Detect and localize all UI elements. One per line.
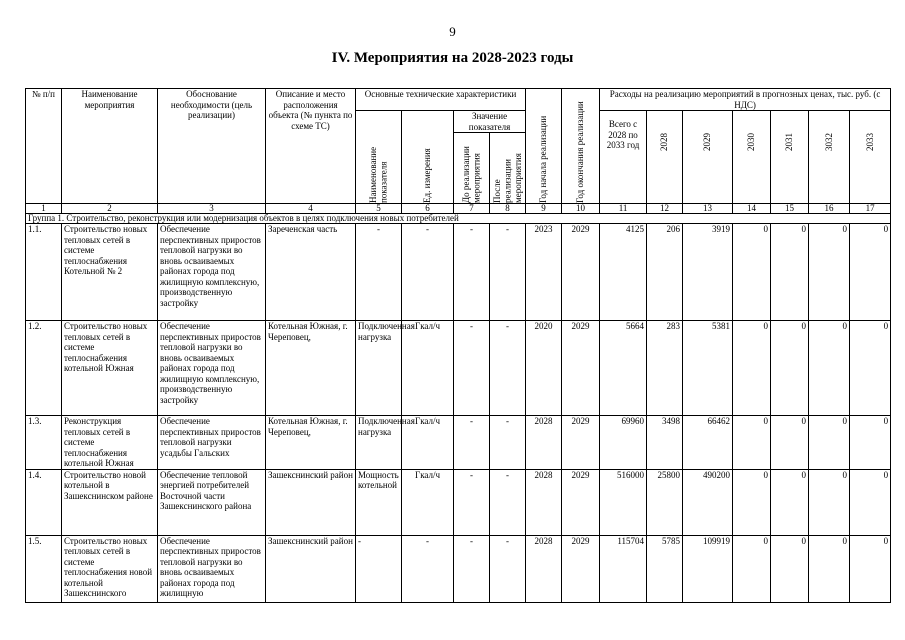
cell-after: - [490,535,526,602]
cell-num: 1.3. [26,416,62,470]
col-number: 11 [600,204,647,214]
cell-num: 1.4. [26,469,62,535]
header-end-year: Год окончания реализации [575,101,586,203]
cell-num: 1.2. [26,321,62,416]
cell-3032: 0 [809,416,850,470]
cell-total: 4125 [600,224,647,321]
cell-2028: 283 [647,321,683,416]
cell-2029: 109919 [683,535,733,602]
cell-indicator: Подключенная нагрузка [356,416,402,470]
table-row [26,224,891,321]
cell-name: Строительство новых тепловых сетей в системе теплоснабжения Котельной № 2 [62,224,158,321]
col-number: 4 [266,204,356,214]
cell-2028: 206 [647,224,683,321]
cell-2029: 490200 [683,469,733,535]
col-number: 6 [402,204,454,214]
cell-after: - [490,416,526,470]
measures-table [25,88,891,603]
cell-3032: 0 [809,224,850,321]
header-start-year: Год начала реализации [538,115,549,203]
cell-2031: 0 [771,416,809,470]
col-number: 16 [809,204,850,214]
cell-total: 115704 [600,535,647,602]
header-after: После реализации мероприятия [492,153,523,203]
table-row [26,535,891,602]
cell-start: 2023 [526,224,562,321]
cell-indicator: - [356,224,402,321]
cell-after: - [490,224,526,321]
cell-num: 1.1. [26,224,62,321]
cell-end: 2029 [562,535,600,602]
cell-2029: 3919 [683,224,733,321]
cell-2028: 3498 [647,416,683,470]
header-justification: Обоснование необходимости (цель реализации) [158,89,266,204]
cell-2028: 25800 [647,469,683,535]
header-total: Всего с 2028 по 2033 год [600,111,647,204]
cell-end: 2029 [562,416,600,470]
table-row [26,469,891,535]
col-number: 7 [454,204,490,214]
cell-end: 2029 [562,469,600,535]
col-number: 2 [62,204,158,214]
header-2030: 2030 [746,133,757,151]
cell-after: - [490,469,526,535]
header-unit: Ед. измерения [422,148,433,203]
header-2033: 2033 [864,133,875,151]
cell-justification: Обеспечение тепловой энергией потребителей Восточной части Зашекснинского района [158,469,266,535]
header-indicator: Наименование показателя [368,146,389,203]
cell-name: Реконструкция тепловых сетей в системе теплоснабжения котельной Южная [62,416,158,470]
cell-indicator: - [356,535,402,602]
col-number: 9 [526,204,562,214]
header-before: До реализации мероприятия [461,146,482,203]
cell-after: - [490,321,526,416]
cell-name: Строительство новых тепловых сетей в системе теплоснабжения котельной Южная [62,321,158,416]
col-number: 13 [683,204,733,214]
group-row [26,214,891,224]
cell-2033: 0 [850,321,891,416]
cell-before: - [454,224,490,321]
table-row [26,321,891,416]
cell-before: - [454,416,490,470]
cell-num: 1.5. [26,535,62,602]
cell-justification: Обеспечение перспективных приростов тепловой нагрузки во вновь осваиваемых районах города под жилищную комплексную, производственную застройку [158,224,266,321]
col-number: 15 [771,204,809,214]
table-row [26,416,891,470]
cell-unit: - [402,535,454,602]
cell-2030: 0 [733,224,771,321]
cell-justification: Обеспечение перспективных приростов тепловой нагрузки во вновь осваиваемых районах города под жилищную комплексную, производственную застройку [158,321,266,416]
col-number: 3 [158,204,266,214]
cell-2031: 0 [771,535,809,602]
cell-2030: 0 [733,535,771,602]
cell-total: 5664 [600,321,647,416]
cell-2030: 0 [733,416,771,470]
cell-start: 2028 [526,535,562,602]
cell-start: 2020 [526,321,562,416]
page-number: 9 [449,24,456,39]
cell-2033: 0 [850,224,891,321]
cell-name: Строительство новых тепловых сетей в системе теплоснабжения новой котельной Зашекснинского [62,535,158,602]
col-number: 12 [647,204,683,214]
cell-description: Зареченская часть [266,224,356,321]
cell-2033: 0 [850,469,891,535]
cell-start: 2028 [526,469,562,535]
header-costs: Расходы на реализацию мероприятий в прогнозных ценах, тыс. руб. (с НДС) [600,89,891,111]
cell-unit: Гкал/ч [402,469,454,535]
col-number: 8 [490,204,526,214]
header-value: Значение показателя [454,111,526,133]
cell-2033: 0 [850,535,891,602]
cell-3032: 0 [809,469,850,535]
cell-indicator: Мощность котельной [356,469,402,535]
header-2028: 2028 [659,133,670,151]
header-name: Наименование мероприятия [62,89,158,204]
column-number-row [26,204,891,214]
cell-end: 2029 [562,224,600,321]
cell-2029: 5381 [683,321,733,416]
cell-unit: Гкал/ч [402,321,454,416]
header-3032: 3032 [823,133,834,151]
cell-before: - [454,469,490,535]
cell-unit: Гкал/ч [402,416,454,470]
cell-2030: 0 [733,469,771,535]
header-2029: 2029 [702,133,713,151]
cell-3032: 0 [809,321,850,416]
col-number: 10 [562,204,600,214]
cell-end: 2029 [562,321,600,416]
col-number: 5 [356,204,402,214]
cell-2030: 0 [733,321,771,416]
cell-description: Котельная Южная, г. Череповец, [266,416,356,470]
cell-unit: - [402,224,454,321]
cell-indicator: Подключенная нагрузка [356,321,402,416]
header-row-1 [26,89,891,111]
cell-total: 516000 [600,469,647,535]
cell-before: - [454,321,490,416]
header-2031: 2031 [784,133,795,151]
cell-2031: 0 [771,224,809,321]
col-number: 14 [733,204,771,214]
cell-start: 2028 [526,416,562,470]
cell-description: Зашекснинский район [266,469,356,535]
page-title: IV. Мероприятия на 2028-2023 годы [331,50,574,66]
cell-justification: Обеспечение перспективных приростов тепловой нагрузки усадьбы Гальских [158,416,266,470]
cell-2033: 0 [850,416,891,470]
header-num: № п/п [26,89,62,204]
header-description: Описание и место расположения объекта (№ пункта по схеме ТС) [266,89,356,204]
cell-2028: 5785 [647,535,683,602]
cell-before: - [454,535,490,602]
cell-3032: 0 [809,535,850,602]
group-title: Группа 1. Строительство, реконструкция или модернизация объектов в целях подключения новых потребителей [26,214,891,224]
cell-description: Зашекснинский район [266,535,356,602]
cell-description: Котельная Южная, г. Череповец, [266,321,356,416]
cell-2031: 0 [771,321,809,416]
col-number: 17 [850,204,891,214]
cell-justification: Обеспечение перспективных приростов тепловой нагрузки во вновь осваиваемых районах города под жилищную [158,535,266,602]
col-number: 1 [26,204,62,214]
cell-name: Строительство новой котельной в Зашекснинском районе [62,469,158,535]
cell-total: 69960 [600,416,647,470]
cell-2031: 0 [771,469,809,535]
cell-2029: 66462 [683,416,733,470]
header-tech: Основные технические характеристики [356,89,526,111]
